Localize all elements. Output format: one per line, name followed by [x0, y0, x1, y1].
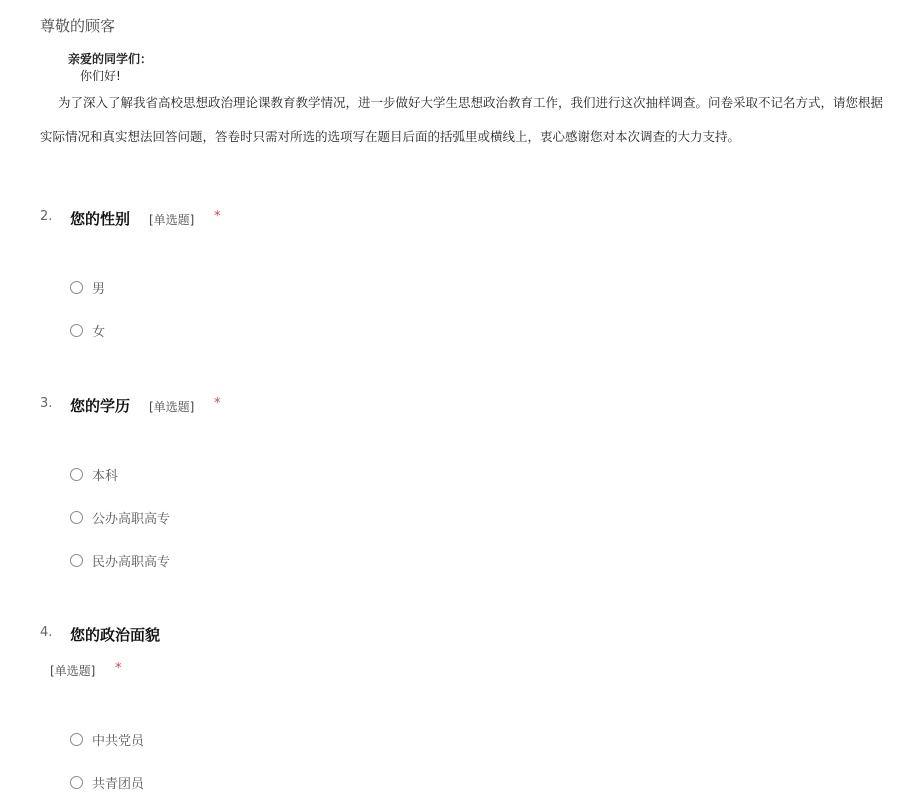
question-number: 2.: [40, 209, 53, 224]
intro-salutation: 亲爱的同学们：: [68, 52, 153, 66]
radio-button[interactable]: [70, 554, 83, 567]
option-league-member[interactable]: [70, 773, 144, 791]
option-party-member[interactable]: [70, 730, 144, 748]
option-label: 中共党员: [92, 733, 145, 749]
option-label: 共青团员: [92, 776, 145, 792]
radio-button[interactable]: [70, 281, 83, 294]
option-label: 民办高职高专: [92, 554, 171, 570]
radio-button[interactable]: [70, 511, 83, 524]
question-title-gender: 您的性别: [70, 210, 131, 228]
page-greeting: 尊敬的顾客: [40, 17, 116, 35]
intro-paragraph-line-2: 实际情况和真实想法回答问题，答卷时只需对所选的选项写在题目后面的括弧里或横线上，衷心感谢您对本次调查的大力支持。: [40, 129, 741, 144]
question-title-education: 您的学历: [70, 397, 131, 415]
question-type-label: [单选题]: [149, 213, 195, 227]
question-title-political-status: 您的政治面貌: [70, 626, 161, 644]
question-type-label: [单选题]: [50, 664, 96, 678]
option-label: 本科: [92, 468, 119, 484]
required-marker: *: [214, 209, 221, 224]
required-marker: *: [214, 396, 221, 411]
question-number: 4.: [40, 625, 53, 640]
required-marker: *: [115, 661, 122, 676]
radio-button[interactable]: [70, 324, 83, 337]
radio-button[interactable]: [70, 733, 83, 746]
option-public-vocational[interactable]: [70, 508, 170, 526]
radio-button[interactable]: [70, 468, 83, 481]
intro-paragraph-line-1: 为了深入了解我省高校思想政治理论课教育教学情况，进一步做好大学生思想政治教育工作，我们进行这次抽样调查。问卷采取不记名方式，请您根据: [58, 95, 884, 110]
radio-button[interactable]: [70, 776, 83, 789]
option-male[interactable]: [70, 278, 105, 296]
option-private-vocational[interactable]: [70, 551, 170, 569]
option-label: 公办高职高专: [92, 511, 171, 527]
option-undergraduate[interactable]: [70, 465, 118, 483]
question-number: 3.: [40, 396, 53, 411]
option-label: 女: [92, 324, 106, 340]
intro-hello: 你们好!: [80, 69, 121, 83]
question-type-label: [单选题]: [149, 400, 195, 414]
option-female[interactable]: [70, 321, 105, 339]
option-label: 男: [92, 281, 106, 297]
